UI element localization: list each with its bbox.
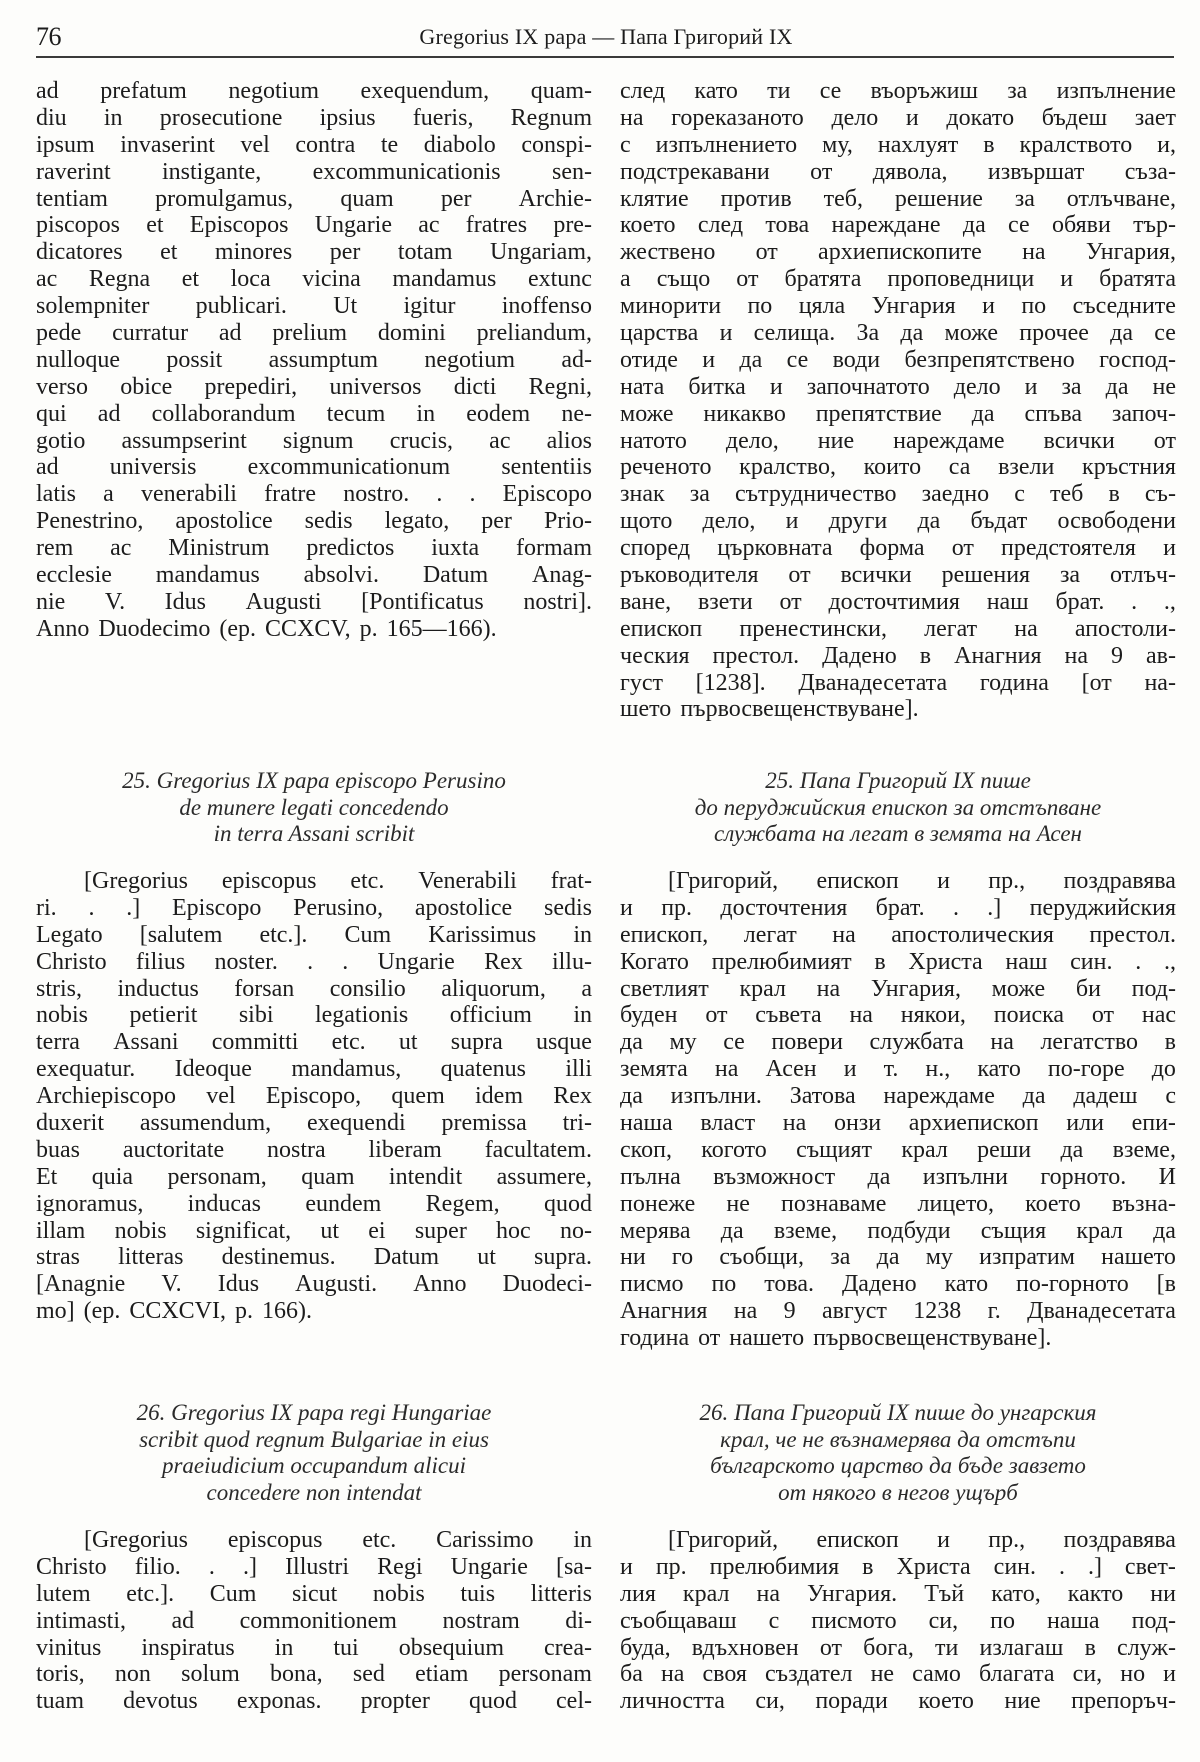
text-line: личността си, поради което ние препоръч- <box>620 1688 1176 1715</box>
latin-doc26-heading <box>36 1400 592 1506</box>
text-line: ac Regna et loca vicina mandamus extunc <box>36 266 592 293</box>
text-line: Et quia personam, quam intendit assumere, <box>36 1163 592 1190</box>
text-line: буден от съвета на някои, поиска от нас <box>620 1002 1176 1029</box>
bulgarian-doc26-heading <box>620 1400 1176 1506</box>
text-line: mo] (ep. CCXCVI, p. 166). <box>36 1298 313 1325</box>
text-line: solempniter publicari. Ut igitur inoffenso <box>36 293 592 320</box>
heading-line: 26. Папа Григорий IX пише до унгарския <box>699 1400 1097 1425</box>
latin-doc26-body <box>36 1527 592 1715</box>
bulgarian-doc25-body <box>620 868 1176 1352</box>
latin-doc25-heading <box>36 768 592 848</box>
text-line: година от нашето първосвещенствуване]. <box>620 1325 1052 1352</box>
text-line: понеже не познаваме лицето, което възна- <box>620 1190 1176 1217</box>
heading-line: in terra Assani scribit <box>213 821 415 846</box>
text-line: qui ad collaborandum tecum in eodem ne- <box>36 400 592 427</box>
heading-line: de munere legati concedendo <box>179 794 449 820</box>
heading-line: scribit quod regnum Bulgariae in eius <box>139 1426 489 1452</box>
text-line: stras litteras destinemus. Datum ut supra. <box>36 1244 592 1271</box>
header-rule <box>36 56 1174 58</box>
text-line: piscopos et Episcopos Ungarie ac fratres pre- <box>36 212 592 239</box>
text-line: terra Assani committi etc. ut supra usque <box>36 1029 592 1056</box>
bulgarian-continuation-text <box>620 78 1176 723</box>
text-line: а също от братята проповедници и братята <box>620 266 1176 293</box>
text-line: според църковната форма от предстоятеля и <box>620 535 1176 562</box>
text-line: реченото кралство, които са взели кръстния <box>620 454 1176 481</box>
text-line: ad prefatum negotium exequendum, quam- <box>36 78 592 104</box>
text-line: шето първосвещенствуване]. <box>620 696 919 723</box>
text-line: и пр. прелюбимия в Христа син. . .] свет- <box>620 1553 1176 1580</box>
text-line: tentiam promulgamus, quam per Archie- <box>36 185 592 212</box>
running-title: Gregorius IX papa — Папа Григорий IX <box>419 24 793 49</box>
text-line: клятие против теб, решение за отлъчване, <box>620 185 1176 212</box>
text-line: царства и селища. За да може прочее да се <box>620 320 1176 347</box>
text-line: ecclesie mandamus absolvi. Datum Anag- <box>36 562 592 589</box>
text-line: gotio assumpserint signum crucis, ac alios <box>36 427 592 454</box>
text-line: duxerit assumendum, exequendi premissa tri- <box>36 1110 592 1137</box>
text-line: nulloque possit assumptum negotium ad- <box>36 346 592 373</box>
text-line: raverint instigante, excommunicationis sen- <box>36 158 592 185</box>
heading-line: от някого в негов ущърб <box>778 1479 1018 1505</box>
text-line: лия крал на Унгария. Тъй като, както ни <box>620 1580 1176 1607</box>
text-line: buas auctoritate nostra liberam facultatem. <box>36 1136 592 1163</box>
text-line: ръководителя от всички решения за отлъч- <box>620 562 1176 589</box>
text-line: pede curratur ad prelium domini preliandum, <box>36 320 592 347</box>
text-line: latis a venerabili fratre nostro. . . Episcopo <box>36 481 592 508</box>
text-line: светлият крал на Унгария, може би под- <box>620 975 1176 1002</box>
heading-line: 25. Gregorius IX papa episcopo Perusino <box>122 768 506 793</box>
text-line: dicatores et minores per totam Ungariam, <box>36 239 592 266</box>
text-line: ческия престол. Дадено в Анагния на 9 ав- <box>620 642 1176 669</box>
text-line: lutem etc.]. Cum sicut nobis tuis litteris <box>36 1580 592 1607</box>
text-line: което след това нареждане да се обяви тър- <box>620 212 1176 239</box>
text-line: на горeказаното дело и докато бъдеш зает <box>620 104 1176 131</box>
text-line: toris, non solum bona, sed etiam personam <box>36 1661 592 1688</box>
heading-line: крал, че не възнамерява да отстъпи <box>720 1426 1076 1452</box>
latin-doc25-body <box>36 868 592 1325</box>
latin-continuation-text <box>36 78 592 643</box>
text-line: с изпълнението му, нахлуят в кралството и, <box>620 131 1176 158</box>
text-line: и пр. досточтения брат. . .] перуджийския <box>620 894 1176 921</box>
bulgarian-doc25-heading <box>620 768 1176 848</box>
text-line: rem ac Ministrum predictos iuxta formam <box>36 535 592 562</box>
text-line: Анагния на 9 август 1238 г. Дванадесетата <box>620 1298 1176 1325</box>
text-line: ни го съобщи, за да му изпратим нашето <box>620 1244 1176 1271</box>
page-header <box>36 18 1176 58</box>
text-line: Когато прелюбимият в Христа наш син. . ., <box>620 948 1176 975</box>
text-line: ignoramus, inducas eundem Regem, quod <box>36 1190 592 1217</box>
text-line: ване, взети от досточтимия наш брат. . ., <box>620 588 1176 615</box>
text-line: писмо по това. Дадено като по-горното [в <box>620 1271 1176 1298</box>
heading-line: службата на легат в земята на Асен <box>714 821 1082 846</box>
text-line: може никакво препятствие да спъва започ- <box>620 400 1176 427</box>
text-line: ipsum invaserint vel contra te diabolo conspi- <box>36 131 592 158</box>
text-line: епископ пренестински, легат на апостоли- <box>620 615 1176 642</box>
text-line: съобщаваш с писмото си, по наша под- <box>620 1607 1176 1634</box>
text-line: Penestrino, apostolice sedis legato, per Prio- <box>36 508 592 535</box>
text-line: [Gregorius episcopus etc. Venerabili frat- <box>84 868 592 894</box>
heading-line: 26. Gregorius IX papa regi Hungariae <box>136 1400 492 1425</box>
text-line: nie V. Idus Augusti [Pontificatus nostri]. <box>36 588 592 615</box>
text-line: жествено от архиепископите на Унгария, <box>620 239 1176 266</box>
text-line: Legato [salutem etc.]. Cum Karissimus in <box>36 921 592 948</box>
text-line: exequatur. Ideoque mandamus, quatenus illi <box>36 1056 592 1083</box>
text-line: мерява да вземе, подбуди същия крал да <box>620 1217 1176 1244</box>
text-line: земята на Асен и т. н., като по-горе до <box>620 1056 1176 1083</box>
text-line: [Григорий, епископ и пр., поздравява <box>668 1527 1176 1553</box>
heading-line: concedere non intendat <box>206 1479 422 1505</box>
text-line: отиде и да се води безпрепятствено господ- <box>620 346 1176 373</box>
page-number: 76 <box>36 22 61 51</box>
text-line: Christo filius noster. . . Ungarie Rex illu- <box>36 948 592 975</box>
text-line: ба на своя създател не само благата си, но и <box>620 1661 1176 1688</box>
heading-line: до перуджийския епископ за отстъпване <box>694 794 1102 820</box>
text-line: густ [1238]. Дванадесетата година [от на- <box>620 669 1176 696</box>
heading-line: praeiudicium occupandum alicui <box>161 1453 467 1478</box>
text-line: епископ, легат на апостолическия престол. <box>620 921 1176 948</box>
text-line: подстрекавани от дявола, извършат съза- <box>620 158 1176 185</box>
text-line: да му се повери службата на легатство в <box>620 1029 1176 1056</box>
text-line: stris, inductus forsan consilio aliquorum, a <box>36 975 592 1002</box>
text-line: Archiepiscopo vel Episcopo, quem idem Rex <box>36 1083 592 1110</box>
text-line: [Григорий, епископ и пр., поздравява <box>668 868 1176 894</box>
text-line: да изпълни. Затова нареждаме да дадеш с <box>620 1083 1176 1110</box>
heading-line: 25. Папа Григорий IX пише <box>765 768 1031 793</box>
text-line: Christo filio. . .] Illustri Regi Ungarie [sa- <box>36 1553 592 1580</box>
text-line: verso obice prepediri, universos dicti Regni, <box>36 373 592 400</box>
text-line: [Anagnie V. Idus Augusti. Anno Duodeci- <box>36 1271 592 1298</box>
text-line: illam nobis significat, ut ei super hoc no- <box>36 1217 592 1244</box>
text-line: tuam devotus exponas. propter quod cel- <box>36 1688 592 1715</box>
text-line: минорити по цяла Унгария и по съседните <box>620 293 1176 320</box>
text-line: Anno Duodecimo (ep. CCXCV, p. 165—166). <box>36 615 497 642</box>
text-line: след като ти се въоръжиш за изпълнение <box>620 78 1176 104</box>
bulgarian-doc26-body <box>620 1527 1176 1715</box>
text-line: diu in prosecutione ipsius fueris, Regnum <box>36 104 592 131</box>
text-line: ri. . .] Episcopo Perusino, apostolice sedis <box>36 894 592 921</box>
text-line: щото дело, и други да бъдат освободени <box>620 508 1176 535</box>
text-line: буда, вдъхновен от бога, ти излагаш в служ- <box>620 1634 1176 1661</box>
text-line: натото дело, ние нареждаме всички от <box>620 427 1176 454</box>
text-line: ad universis excommunicationum sententiis <box>36 454 592 481</box>
text-line: скоп, когото същият крал реши да вземе, <box>620 1136 1176 1163</box>
text-line: наша власт на онзи архиепископ или епи- <box>620 1110 1176 1137</box>
text-line: ната битка и започнатото дело и за да не <box>620 373 1176 400</box>
text-line: intimasti, ad commonitionem nostram di- <box>36 1607 592 1634</box>
text-line: vinitus inspiratus in tui obsequium crea- <box>36 1634 592 1661</box>
heading-line: българското царство да бъде завзето <box>710 1453 1086 1478</box>
text-line: знак за сътрудничество заедно с теб в съ- <box>620 481 1176 508</box>
text-line: nobis petierit sibi legationis officium in <box>36 1002 592 1029</box>
text-line: [Gregorius episcopus etc. Carissimo in <box>84 1527 592 1553</box>
text-line: пълна възможност да изпълни горното. И <box>620 1163 1176 1190</box>
